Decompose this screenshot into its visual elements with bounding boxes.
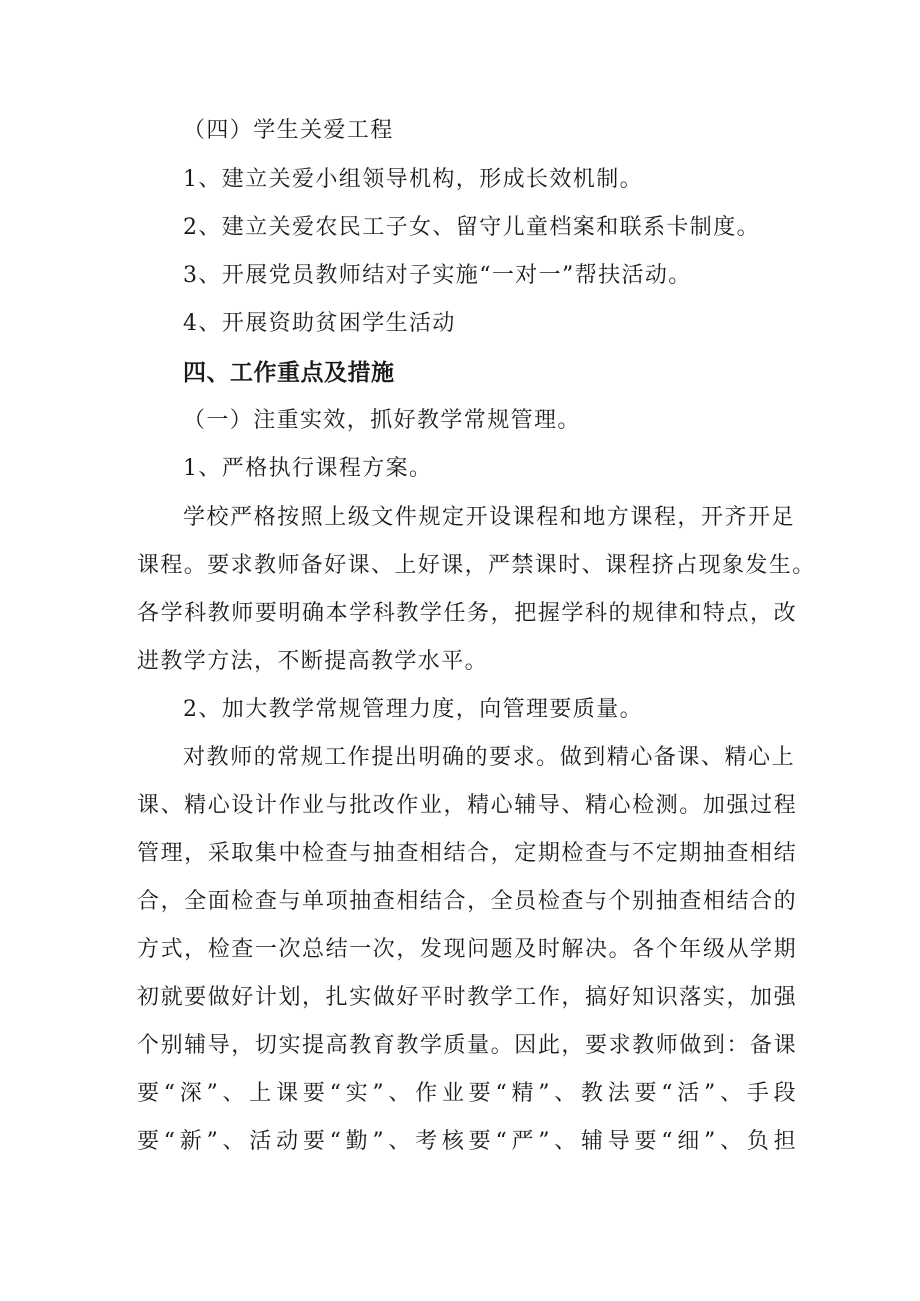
care-item-1: 1、建立关爱小组领导机构，形成长效机制。 (183, 167, 643, 192)
paragraph-1-line-3: 各学科教师要明确本学科教学任务，把握学科的规律和特点，改 (137, 601, 797, 626)
item-1-title: 1、严格执行课程方案。 (183, 456, 433, 481)
paragraph-1-line-2: 课程。要求教师备好课、上好课，严禁课时、课程挤占现象发生。 (137, 553, 816, 578)
item-2-title: 2、加大教学常规管理力度，向管理要质量。 (183, 697, 643, 722)
paragraph-2-line-8: 要“深”、上课要“实”、作业要“精”、教法要“活”、手段 (137, 1081, 797, 1106)
paragraph-1-line-1: 学校严格按照上级文件规定开设课程和地方课程，开齐开足 (183, 505, 795, 530)
paragraph-2-line-4: 合，全面检查与单项抽查相结合，全员检查与个别抽查相结合的 (137, 889, 797, 914)
care-item-3: 3、开展党员教师结对子实施“一对一”帮扶活动。 (183, 263, 692, 288)
paragraph-2-line-1: 对教师的常规工作提出明确的要求。做到精心备课、精心上 (183, 745, 795, 770)
paragraph-2-line-6: 初就要做好计划，扎实做好平时教学工作，搞好知识落实，加强 (137, 985, 797, 1010)
paragraph-2-line-7: 个别辅导，切实提高教育教学质量。因此，要求教师做到：备课 (137, 1033, 797, 1058)
paragraph-2-line-9: 要“新”、活动要“勤”、考核要“严”、辅导要“细”、负担 (137, 1129, 797, 1154)
paragraph-2-line-5: 方式，检查一次总结一次，发现问题及时解决。各个年级从学期 (137, 937, 797, 962)
section-subtitle-student-care: （四）学生关爱工程 (183, 118, 394, 143)
sub-heading-1: （一）注重实效，抓好教学常规管理。 (183, 408, 581, 433)
paragraph-2-line-2: 课、精心设计作业与批改作业，精心辅导、精心检测。加强过程 (137, 793, 797, 818)
paragraph-1-line-4: 进教学方法，不断提高教学水平。 (137, 649, 489, 674)
paragraph-2-line-3: 管理，采取集中检查与抽查相结合，定期检查与不定期抽查相结 (137, 841, 797, 866)
care-item-2: 2、建立关爱农民工子女、留守儿童档案和联系卡制度。 (183, 215, 760, 240)
main-heading: 四、工作重点及措施 (183, 360, 395, 386)
care-item-4: 4、开展资助贫困学生活动 (183, 311, 456, 336)
